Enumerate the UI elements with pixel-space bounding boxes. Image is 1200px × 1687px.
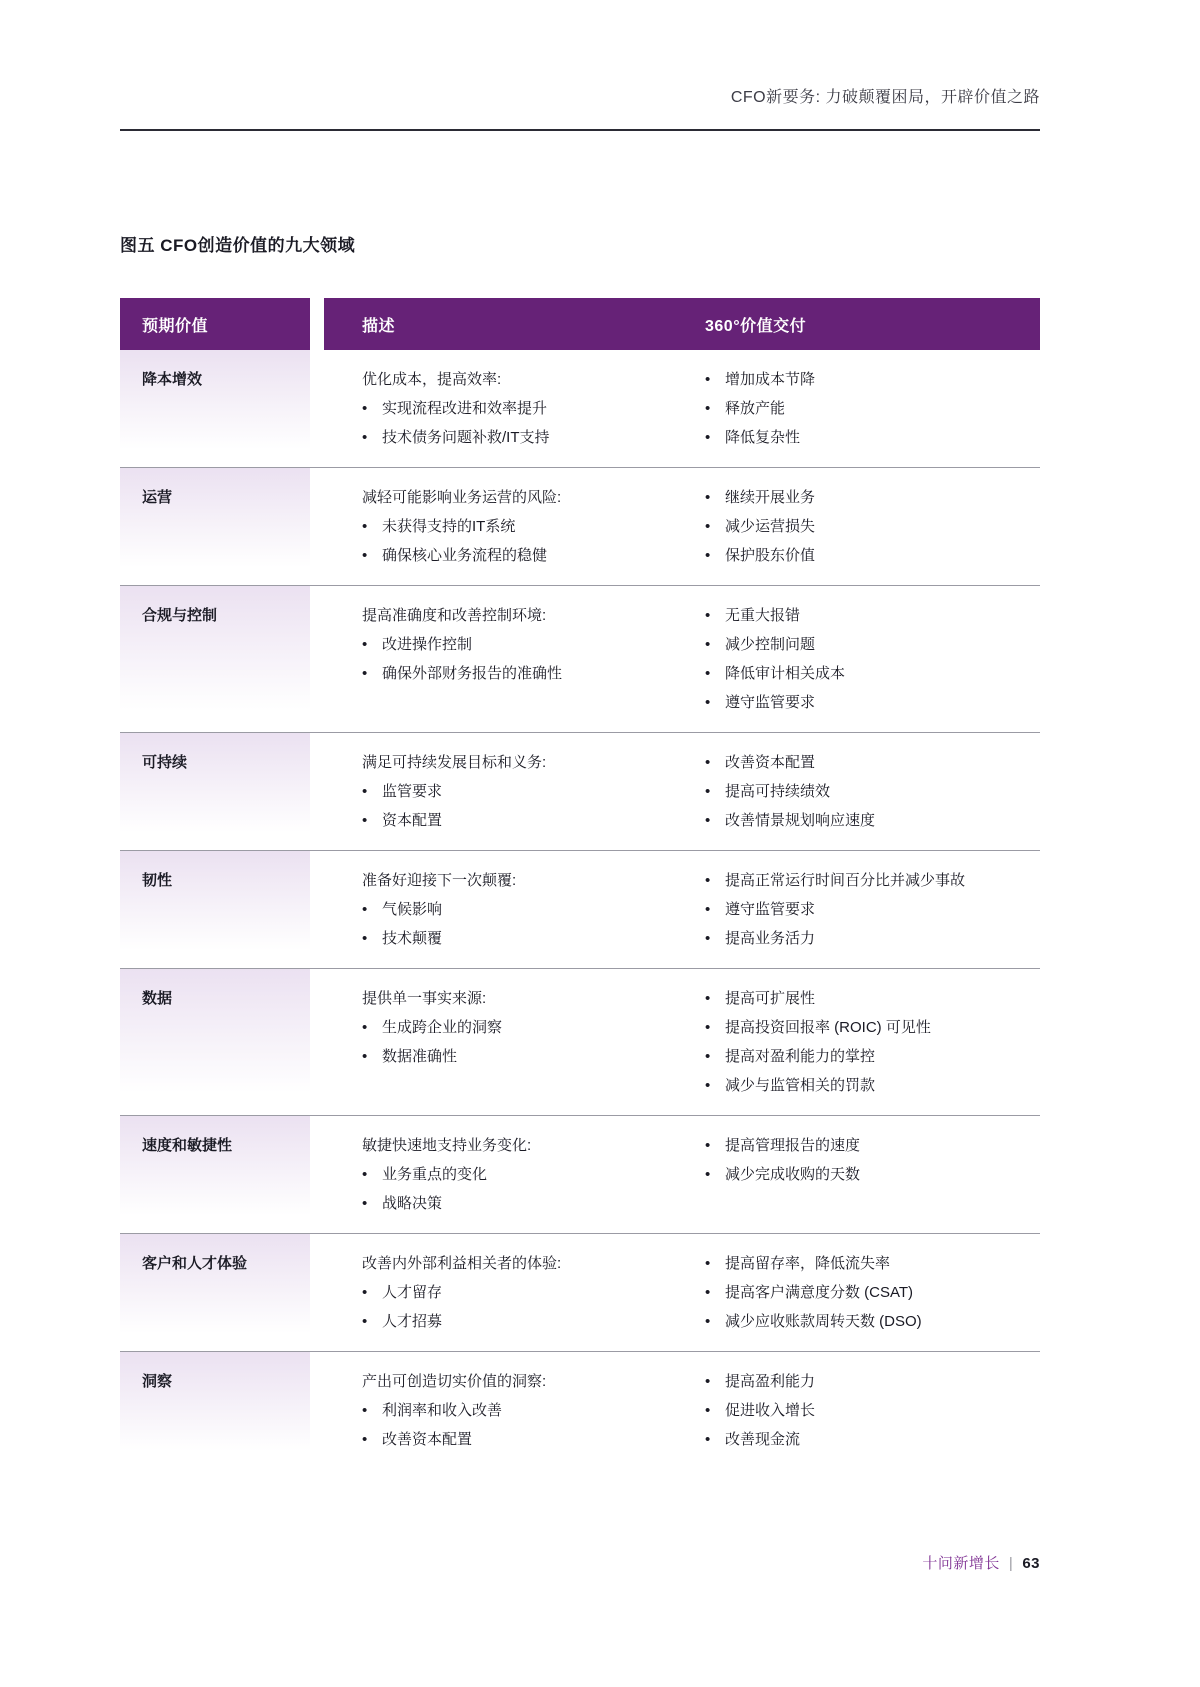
description-intro: 减轻可能影响业务运营的风险: — [362, 489, 562, 506]
bullet-item — [362, 1013, 671, 1042]
bullet-text: 技术颠覆 — [382, 930, 443, 947]
bullet-text: 提高投资回报率 (ROIC) 可见性 — [725, 1019, 931, 1036]
description-intro: 满足可持续发展目标和义务: — [362, 754, 547, 771]
bullet-dot: • — [362, 1402, 368, 1419]
bullet-dot: • — [705, 1431, 711, 1448]
bullet-dot: • — [705, 1077, 711, 1094]
col-header-value-delivery: 360°价值交付 — [705, 317, 807, 335]
value-table — [120, 298, 1040, 1469]
page-content — [120, 0, 1040, 1469]
bullet-item — [705, 1071, 1034, 1100]
bullet-item — [705, 1425, 1034, 1454]
bullet-dot: • — [705, 547, 711, 564]
bullet-text: 提高可扩展性 — [725, 990, 816, 1007]
bullet-dot: • — [705, 754, 711, 771]
bullet-dot: • — [362, 547, 368, 564]
bullet-text: 促进收入增长 — [725, 1402, 816, 1419]
table-row — [120, 1115, 1040, 1233]
row-description-cell — [310, 1116, 705, 1233]
bullet-text: 减少运营损失 — [725, 518, 816, 535]
bullet-text: 释放产能 — [725, 400, 786, 417]
bullet-text: 减少完成收购的天数 — [725, 1166, 861, 1183]
table-row — [120, 968, 1040, 1115]
row-value-delivery-cell — [705, 468, 1040, 585]
bullet-item — [705, 984, 1034, 1013]
bullet-item — [362, 1042, 671, 1071]
bullet-item — [705, 1042, 1034, 1071]
bullet-dot: • — [705, 990, 711, 1007]
bullet-item — [705, 1396, 1034, 1425]
bullet-item — [705, 1013, 1034, 1042]
bullet-item — [705, 365, 1034, 394]
bullet-dot: • — [362, 665, 368, 682]
bullet-dot: • — [705, 400, 711, 417]
bullet-text: 提高可持续绩效 — [725, 783, 831, 800]
row-label-cell — [120, 733, 310, 850]
bullet-dot: • — [705, 1313, 711, 1330]
bullet-text: 业务重点的变化 — [382, 1166, 488, 1183]
bullet-item — [362, 630, 671, 659]
bullet-text: 确保核心业务流程的稳健 — [382, 547, 548, 564]
bullet-text: 人才留存 — [382, 1284, 443, 1301]
bullet-dot: • — [705, 371, 711, 388]
bullet-text: 监管要求 — [382, 783, 443, 800]
row-description-cell — [310, 468, 705, 585]
col-header-expected-value: 预期价值 — [120, 298, 310, 350]
table-header-row — [120, 298, 1040, 350]
row-description-cell — [310, 586, 705, 732]
table-row — [120, 467, 1040, 585]
table-row — [120, 350, 1040, 467]
row-description-cell — [310, 969, 705, 1115]
row-label-cell — [120, 1116, 310, 1233]
bullet-item — [705, 601, 1034, 630]
bullet-dot: • — [362, 812, 368, 829]
bullet-item — [362, 1425, 671, 1454]
row-label: 合规与控制 — [142, 607, 218, 624]
bullet-text: 保护股东价值 — [725, 547, 816, 564]
description-intro: 准备好迎接下一次颠覆: — [362, 872, 517, 889]
row-label: 韧性 — [142, 872, 173, 889]
bullet-item — [362, 423, 671, 452]
table-row — [120, 1351, 1040, 1469]
description-intro: 产出可创造切实价值的洞察: — [362, 1373, 547, 1390]
row-label-cell — [120, 586, 310, 732]
bullet-text: 改善资本配置 — [382, 1431, 473, 1448]
bullet-dot: • — [362, 1019, 368, 1036]
bullet-text: 提高留存率，降低流失率 — [725, 1255, 891, 1272]
footer-separator: | — [1008, 1555, 1014, 1572]
bullet-dot: • — [705, 1019, 711, 1036]
bullet-dot: • — [705, 1166, 711, 1183]
col-header-description: 描述 — [362, 317, 396, 335]
row-description-cell — [310, 851, 705, 968]
description-intro: 改善内外部利益相关者的体验: — [362, 1255, 562, 1272]
bullet-text: 降低审计相关成本 — [725, 665, 846, 682]
bullet-dot: • — [705, 489, 711, 506]
bullet-dot: • — [705, 1137, 711, 1154]
bullet-dot: • — [705, 607, 711, 624]
bullet-text: 继续开展业务 — [725, 489, 816, 506]
row-label-cell — [120, 468, 310, 585]
bullet-dot: • — [362, 1195, 368, 1212]
bullet-dot: • — [705, 783, 711, 800]
bullet-item — [705, 512, 1034, 541]
row-description-cell — [310, 350, 705, 467]
description-intro: 提供单一事实来源: — [362, 990, 487, 1007]
col-header-group — [324, 298, 1040, 350]
bullet-item — [705, 806, 1034, 835]
bullet-text: 改善现金流 — [725, 1431, 801, 1448]
bullet-dot: • — [705, 665, 711, 682]
bullet-item — [705, 483, 1034, 512]
row-value-delivery-cell — [705, 1352, 1040, 1469]
bullet-item — [705, 1249, 1034, 1278]
bullet-text: 提高客户满意度分数 (CSAT) — [725, 1284, 914, 1301]
bullet-dot: • — [362, 1166, 368, 1183]
row-label: 洞察 — [142, 1373, 173, 1390]
bullet-text: 利润率和收入改善 — [382, 1402, 503, 1419]
bullet-text: 确保外部财务报告的准确性 — [382, 665, 563, 682]
bullet-text: 改进操作控制 — [382, 636, 473, 653]
bullet-text: 减少应收账款周转天数 (DSO) — [725, 1313, 922, 1330]
bullet-item — [362, 1160, 671, 1189]
bullet-item — [705, 1131, 1034, 1160]
bullet-item — [362, 1189, 671, 1218]
bullet-text: 改善资本配置 — [725, 754, 816, 771]
bullet-item — [705, 1160, 1034, 1189]
bullet-item — [362, 895, 671, 924]
bullet-text: 未获得支持的IT系统 — [382, 518, 516, 535]
row-value-delivery-cell — [705, 733, 1040, 850]
bullet-dot: • — [362, 636, 368, 653]
bullet-text: 战略决策 — [382, 1195, 443, 1212]
bullet-item — [362, 1396, 671, 1425]
bullet-text: 遵守监管要求 — [725, 901, 816, 918]
bullet-item — [362, 777, 671, 806]
bullet-dot: • — [705, 1255, 711, 1272]
bullet-text: 数据准确性 — [382, 1048, 458, 1065]
bullet-dot: • — [362, 930, 368, 947]
row-label: 速度和敏捷性 — [142, 1137, 233, 1154]
row-label: 可持续 — [142, 754, 188, 771]
bullet-dot: • — [705, 1373, 711, 1390]
header-rule — [120, 129, 1040, 131]
bullet-text: 生成跨企业的洞察 — [382, 1019, 503, 1036]
row-label-cell — [120, 1352, 310, 1469]
bullet-item — [705, 630, 1034, 659]
row-description-cell — [310, 1352, 705, 1469]
bullet-dot: • — [362, 429, 368, 446]
table-row — [120, 1233, 1040, 1351]
bullet-dot: • — [362, 901, 368, 918]
bullet-text: 气候影响 — [382, 901, 443, 918]
bullet-item — [362, 659, 671, 688]
bullet-item — [705, 541, 1034, 570]
bullet-dot: • — [362, 518, 368, 535]
running-header: CFO新要务: 力破颠覆困局，开辟价值之路 — [730, 89, 1040, 106]
bullet-item — [705, 1278, 1034, 1307]
page-footer — [922, 1552, 1040, 1573]
bullet-item — [705, 777, 1034, 806]
row-value-delivery-cell — [705, 1234, 1040, 1351]
bullet-text: 实现流程改进和效率提升 — [382, 400, 548, 417]
bullet-dot: • — [705, 1402, 711, 1419]
bullet-item — [362, 394, 671, 423]
description-intro: 敏捷快速地支持业务变化: — [362, 1137, 532, 1154]
row-value-delivery-cell — [705, 969, 1040, 1115]
bullet-text: 改善情景规划响应速度 — [725, 812, 876, 829]
bullet-text: 提高业务活力 — [725, 930, 816, 947]
row-label: 数据 — [142, 990, 173, 1007]
bullet-dot: • — [705, 812, 711, 829]
bullet-text: 减少与监管相关的罚款 — [725, 1077, 876, 1094]
row-value-delivery-cell — [705, 350, 1040, 467]
table-row — [120, 850, 1040, 968]
row-label-cell — [120, 350, 310, 467]
bullet-dot: • — [705, 636, 711, 653]
footer-book-title: 十问新增长 — [922, 1555, 1000, 1572]
bullet-text: 减少控制问题 — [725, 636, 816, 653]
bullet-dot: • — [705, 429, 711, 446]
bullet-dot: • — [705, 1284, 711, 1301]
bullet-item — [705, 866, 1034, 895]
row-value-delivery-cell — [705, 1116, 1040, 1233]
bullet-text: 提高管理报告的速度 — [725, 1137, 861, 1154]
row-description-cell — [310, 1234, 705, 1351]
bullet-text: 增加成本节降 — [725, 371, 816, 388]
bullet-dot: • — [362, 1284, 368, 1301]
row-label: 降本增效 — [142, 371, 203, 388]
bullet-item — [705, 688, 1034, 717]
bullet-item — [705, 895, 1034, 924]
bullet-dot: • — [705, 901, 711, 918]
figure-title: 图五 CFO创造价值的九大领域 — [120, 236, 356, 255]
bullet-text: 提高正常运行时间百分比并减少事故 — [725, 872, 966, 889]
row-value-delivery-cell — [705, 586, 1040, 732]
bullet-dot: • — [362, 1431, 368, 1448]
bullet-text: 技术债务问题补救/IT支持 — [382, 429, 550, 446]
bullet-item — [705, 659, 1034, 688]
bullet-text: 无重大报错 — [725, 607, 801, 624]
row-label-cell — [120, 851, 310, 968]
bullet-text: 资本配置 — [382, 812, 443, 829]
bullet-text: 提高盈利能力 — [725, 1373, 816, 1390]
row-value-delivery-cell — [705, 851, 1040, 968]
bullet-item — [362, 1278, 671, 1307]
bullet-item — [362, 541, 671, 570]
bullet-item — [705, 394, 1034, 423]
table-row — [120, 732, 1040, 850]
bullet-dot: • — [362, 400, 368, 417]
bullet-text: 降低复杂性 — [725, 429, 801, 446]
row-label-cell — [120, 969, 310, 1115]
footer-page-number: 63 — [1022, 1555, 1040, 1572]
bullet-item — [362, 1307, 671, 1336]
bullet-dot: • — [362, 1048, 368, 1065]
bullet-dot: • — [705, 1048, 711, 1065]
bullet-item — [705, 748, 1034, 777]
bullet-item — [705, 423, 1034, 452]
bullet-dot: • — [705, 694, 711, 711]
bullet-text: 提高对盈利能力的掌控 — [725, 1048, 876, 1065]
bullet-dot: • — [705, 930, 711, 947]
bullet-dot: • — [362, 783, 368, 800]
row-label: 客户和人才体验 — [142, 1255, 248, 1272]
bullet-dot: • — [705, 872, 711, 889]
bullet-item — [362, 806, 671, 835]
bullet-item — [705, 924, 1034, 953]
description-intro: 提高准确度和改善控制环境: — [362, 607, 547, 624]
bullet-item — [705, 1307, 1034, 1336]
row-label-cell — [120, 1234, 310, 1351]
row-label: 运营 — [142, 489, 173, 506]
table-body — [120, 350, 1040, 1469]
bullet-item — [362, 512, 671, 541]
row-description-cell — [310, 733, 705, 850]
description-intro: 优化成本，提高效率: — [362, 371, 502, 388]
table-row — [120, 585, 1040, 732]
bullet-dot: • — [705, 518, 711, 535]
bullet-text: 遵守监管要求 — [725, 694, 816, 711]
bullet-item — [362, 924, 671, 953]
bullet-text: 人才招募 — [382, 1313, 443, 1330]
bullet-dot: • — [362, 1313, 368, 1330]
bullet-item — [705, 1367, 1034, 1396]
